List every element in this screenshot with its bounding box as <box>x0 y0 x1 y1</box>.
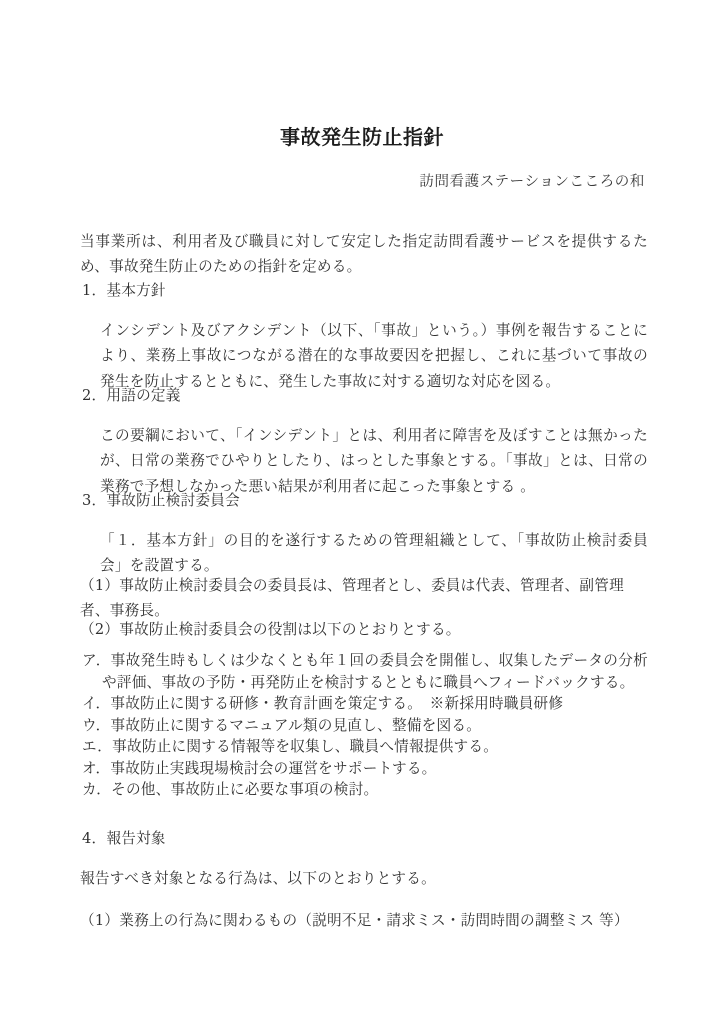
list-item: カ．その他、事故防止に必要な事項の検討。 <box>82 781 379 798</box>
list-item: エ．事故防止に関する情報等を収集し、職員へ情報提供する。 <box>82 738 499 755</box>
numbered-item-3: （1）業務上の行為に関わるもの（説明不足・請求ミス・訪問時間の調整ミス 等） <box>80 911 629 929</box>
section-heading-4: 4．報告対象 <box>82 830 166 847</box>
kana-list <box>82 650 648 801</box>
list-item: オ．事故防止実践現場検討会の運営をサポートする。 <box>82 759 437 777</box>
section-body-4: 報告すべき対象となる行為は、以下のとおりとする。 <box>80 869 436 887</box>
numbered-item-2: （2）事故防止検討委員会の役割は以下のとおりとする。 <box>80 620 461 638</box>
section-heading-1: 1．基本方針 <box>82 282 166 299</box>
organization-name: 訪問看護ステーションこころの和 <box>419 174 645 190</box>
list-item: ア．事故発生時もしくは少なくとも年１回の委員会を開催し、収集したデータの分析や評価、事故の予防・再発防止を検討するとともに職員へフィードバックする。 <box>82 652 648 691</box>
list-item: イ．事故防止に関する研修・教育計画を策定する。 ※新採用時職員研修 <box>82 695 564 712</box>
list-item: ウ．事故防止に関するマニュアル類の見直し、整備を図る。 <box>82 716 482 734</box>
page-title: 事故発生防止指針 <box>280 125 444 150</box>
intro-paragraph: 当事業所は、利用者及び職員に対して安定した指定訪問看護サービスを提供するため、事故発生防止のための指針を定める。 <box>80 232 648 276</box>
section-body-2: この要綱において、「インシデント」とは、利用者に障害を及ぼすことは無かったが、日常の業務でひやりとしたり、はっとした事象とする。「事故」とは、日常の業務で予想しなかった悪い結果が利用者に起こった事象とする 。 <box>100 426 648 495</box>
section-body-1: インシデント及びアクシデント（以下、「事故」という。）事例を報告することにより、業務上事故につながる潜在的な事故要因を把握し、これに基づいて事故の発生を防止するとともに、発生した事故に対する適切な対応を図る。 <box>100 321 648 390</box>
section-heading-2: 2．用語の定義 <box>82 387 181 404</box>
section-body-3: 「１．基本方針」の目的を遂行するための管理組織として、「事故防止検討委員会」を設置する。 <box>100 531 648 575</box>
section-heading-3: 3．事故防止検討委員会 <box>82 492 240 509</box>
numbered-item-1: （1）事故防止検討委員会の委員長は、管理者とし、委員は代表、管理者、副管理者、事務長。 <box>80 576 624 620</box>
